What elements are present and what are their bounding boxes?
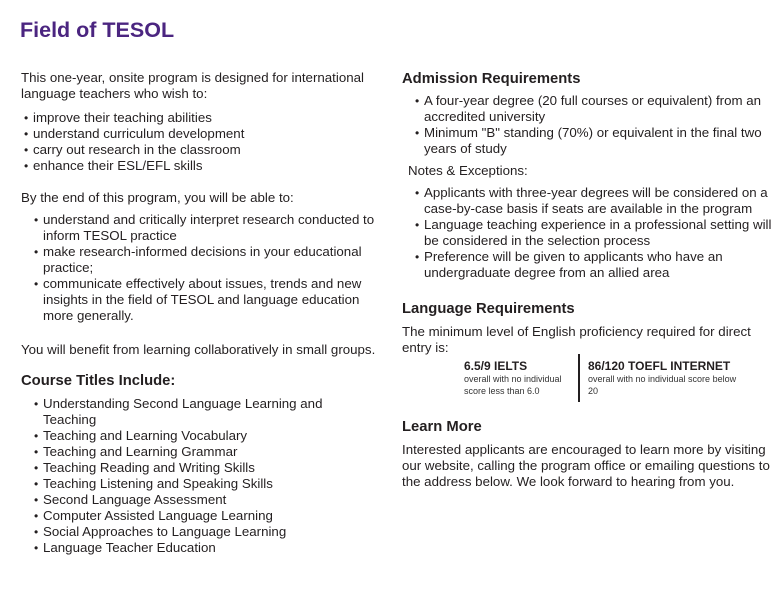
list-item: • make research-informed decisions in your educational practice; <box>21 244 379 276</box>
list-item: • understand and critically interpret research conducted to inform TESOL practice <box>21 212 379 244</box>
ielts-score <box>464 359 572 397</box>
list-item: • Teaching Listening and Speaking Skills <box>21 476 379 492</box>
list-item: • Computer Assisted Language Learning <box>21 508 379 524</box>
list-item: • Language Teacher Education <box>21 540 379 556</box>
courses-heading: Course Titles Include: <box>21 373 176 389</box>
score-box <box>402 354 774 402</box>
list-item: • Teaching and Learning Vocabulary <box>21 428 379 444</box>
toefl-score-note: overall with no individual score below 20 <box>588 374 737 396</box>
list-item: • improve their teaching abilities <box>21 110 379 126</box>
outcome-list <box>21 212 379 324</box>
left-column <box>21 70 379 556</box>
learn-text: Interested applicants are encouraged to learn more by visiting our website, calling the program office or emailing questions to the address below. We look forward to hearing from you. <box>402 442 770 489</box>
list-item: • Minimum "B" standing (70%) or equivalent in the final two years of study <box>402 125 774 157</box>
ielts-score-value: 6.5/9 IELTS <box>464 359 528 373</box>
list-item: • Understanding Second Language Learning and Teaching <box>21 396 379 428</box>
list-item: • Second Language Assessment <box>21 492 379 508</box>
language-text: The minimum level of English proficiency required for direct entry is: <box>402 324 751 355</box>
list-item: • A four-year degree (20 full courses or equivalent) from an accredited university <box>402 93 774 125</box>
page-title: Field of TESOL <box>20 18 175 42</box>
list-item: • Applicants with three-year degrees will be considered on a case-by-case basis if seats are available in the program <box>402 185 774 217</box>
ielts-score-note: overall with no individual score less than 6.0 <box>464 374 562 396</box>
score-divider <box>578 354 580 402</box>
language-heading: Language Requirements <box>402 301 575 317</box>
collab-text: You will benefit from learning collaboratively in small groups. <box>21 342 376 357</box>
courses-list <box>21 396 379 556</box>
list-item: • communicate effectively about issues, trends and new insights in the field of TESOL and language education more generally. <box>21 276 379 324</box>
list-item: • understand curriculum development <box>21 126 379 142</box>
list-item: • Teaching Reading and Writing Skills <box>21 460 379 476</box>
toefl-score-value: 86/120 TOEFL INTERNET <box>588 359 731 373</box>
admission-heading: Admission Requirements <box>402 71 581 87</box>
notes-heading: Notes & Exceptions: <box>408 163 528 178</box>
outcome-intro: By the end of this program, you will be able to: <box>21 190 294 205</box>
list-item: • Teaching and Learning Grammar <box>21 444 379 460</box>
learn-heading: Learn More <box>402 419 482 435</box>
list-item: • Social Approaches to Language Learning <box>21 524 379 540</box>
right-column <box>402 70 774 490</box>
notes-list <box>402 185 774 281</box>
list-item: • Language teaching experience in a professional setting will be considered in the selection process <box>402 217 774 249</box>
list-item: • Preference will be given to applicants who have an undergraduate degree from an allied area <box>402 249 774 281</box>
toefl-score <box>588 359 738 397</box>
admission-list <box>402 93 774 157</box>
list-item: • enhance their ESL/EFL skills <box>21 158 379 174</box>
list-item: • carry out research in the classroom <box>21 142 379 158</box>
intro-text: This one-year, onsite program is designed for international language teachers who wish to: <box>21 70 364 101</box>
wish-list <box>21 110 379 174</box>
